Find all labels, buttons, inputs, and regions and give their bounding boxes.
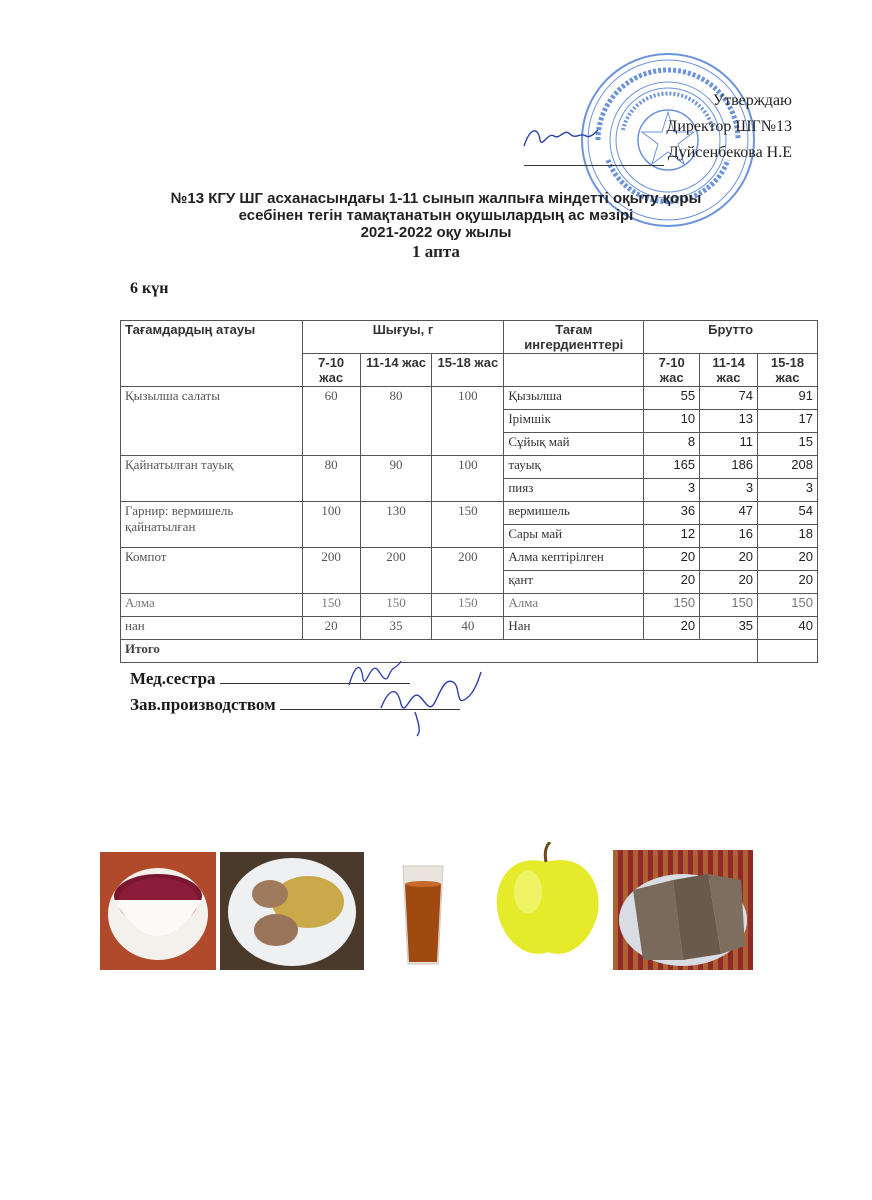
table-row	[121, 617, 818, 640]
brutto-value: 20	[644, 617, 700, 640]
dish-output-value: 150	[360, 594, 432, 617]
header-output: Шығуы, г	[302, 321, 504, 354]
brutto-value: 36	[644, 502, 700, 525]
brutto-value: 20	[758, 571, 818, 594]
dish-output-value: 200	[432, 548, 504, 594]
dish-output-value: 150	[432, 594, 504, 617]
director-signature-line	[524, 147, 664, 166]
brutto-value: 10	[644, 410, 700, 433]
dish-name: Алма	[121, 594, 303, 617]
brutto-value: 20	[644, 571, 700, 594]
brutto-value: 8	[644, 433, 700, 456]
dish-output-value: 150	[432, 502, 504, 548]
dish-output-value: 90	[360, 456, 432, 502]
approval-line-1: Утверждаю	[712, 92, 792, 109]
dish-name: Қайнатылған тауық	[121, 456, 303, 502]
brutto-value: 11	[700, 433, 758, 456]
dish-output-value: 40	[432, 617, 504, 640]
dish-output-value: 80	[302, 456, 360, 502]
brutto-value: 91	[758, 387, 818, 410]
brutto-value: 3	[758, 479, 818, 502]
dish-output-value: 60	[302, 387, 360, 456]
brutto-value: 40	[758, 617, 818, 640]
dish-output-value: 80	[360, 387, 432, 456]
brutto-value: 74	[700, 387, 758, 410]
table-row	[121, 387, 818, 410]
ingredient-name: вермишель	[504, 502, 644, 525]
header-dish: Тағамдардың атауы	[121, 321, 303, 387]
approval-block	[524, 88, 792, 166]
dish-output-value: 35	[360, 617, 432, 640]
title-line-2: есебінен тегін тамақтанатын оқушылардың ас мәзірі	[238, 207, 634, 224]
ingredient-name: қант	[504, 571, 644, 594]
title-line-1: №13 КГУ ШГ асханасындағы 1-11 сынып жалпыға міндетті оқыту қоры	[170, 190, 702, 207]
brutto-value: 3	[700, 479, 758, 502]
brutto-value: 47	[700, 502, 758, 525]
total-row	[121, 640, 818, 663]
dish-output-value: 200	[302, 548, 360, 594]
ingredient-name: Сұйық май	[504, 433, 644, 456]
production-signature	[375, 668, 485, 738]
brutto-value: 17	[758, 410, 818, 433]
brutto-value: 3	[644, 479, 700, 502]
brutto-value: 150	[700, 594, 758, 617]
dish-name: нан	[121, 617, 303, 640]
apple-photo	[488, 842, 606, 962]
header-brutto-age-1: 7-10 жас	[644, 354, 700, 387]
food-photos	[0, 842, 872, 972]
header-ingredients: Тағам ингердиенттері	[504, 321, 644, 354]
document-title	[0, 190, 872, 260]
header-brutto-age-3: 15-18 жас	[758, 354, 818, 387]
production-label: Зав.производством	[130, 695, 276, 714]
header-ingredients-empty	[504, 354, 644, 387]
table-row	[121, 456, 818, 479]
compote-glass-photo	[398, 860, 448, 970]
ingredient-name: пияз	[504, 479, 644, 502]
brutto-value: 13	[700, 410, 758, 433]
brutto-value: 12	[644, 525, 700, 548]
brutto-value: 208	[758, 456, 818, 479]
dish-name: Қызылша салаты	[121, 387, 303, 456]
menu-table	[120, 320, 818, 663]
table-row	[121, 594, 818, 617]
brutto-value: 150	[644, 594, 700, 617]
beet-salad-photo	[100, 852, 216, 970]
header-output-age-2: 11-14 жас	[360, 354, 432, 387]
ingredient-name: тауық	[504, 456, 644, 479]
dish-output-value: 20	[302, 617, 360, 640]
header-brutto: Брутто	[644, 321, 818, 354]
brutto-value: 15	[758, 433, 818, 456]
dish-output-value: 100	[302, 502, 360, 548]
brutto-value: 18	[758, 525, 818, 548]
dish-output-value: 100	[432, 456, 504, 502]
nurse-label: Мед.сестра	[130, 669, 216, 688]
brutto-value: 150	[758, 594, 818, 617]
dish-name: Гарнир: вермишель қайнатылған	[121, 502, 303, 548]
header-output-age-3: 15-18 жас	[432, 354, 504, 387]
dish-output-value: 150	[302, 594, 360, 617]
bread-photo	[613, 850, 753, 970]
ingredient-name: Сары май	[504, 525, 644, 548]
chicken-pasta-photo	[220, 852, 364, 970]
header-output-age-1: 7-10 жас	[302, 354, 360, 387]
ingredient-name: Қызылша	[504, 387, 644, 410]
brutto-value: 16	[700, 525, 758, 548]
brutto-value: 54	[758, 502, 818, 525]
dish-name: Компот	[121, 548, 303, 594]
brutto-value: 20	[644, 548, 700, 571]
dish-output-value: 130	[360, 502, 432, 548]
title-week: 1 апта	[412, 242, 460, 261]
table-row	[121, 548, 818, 571]
brutto-value: 186	[700, 456, 758, 479]
brutto-value: 20	[700, 571, 758, 594]
brutto-value: 20	[700, 548, 758, 571]
approval-line-3: Дуйсенбекова Н.Е	[667, 144, 792, 161]
ingredient-name: Алма кептірілген	[504, 548, 644, 571]
brutto-value: 35	[700, 617, 758, 640]
ingredient-name: Ірімшік	[504, 410, 644, 433]
title-line-3: 2021-2022 оқу жылы	[360, 224, 512, 241]
dish-output-value: 100	[432, 387, 504, 456]
table-row	[121, 502, 818, 525]
total-value-empty	[758, 640, 818, 663]
brutto-value: 20	[758, 548, 818, 571]
ingredient-name: Нан	[504, 617, 644, 640]
brutto-value: 165	[644, 456, 700, 479]
dish-output-value: 200	[360, 548, 432, 594]
menu-table-body	[121, 387, 818, 663]
day-label: 6 күн	[130, 280, 169, 297]
header-brutto-age-2: 11-14 жас	[700, 354, 758, 387]
brutto-value: 55	[644, 387, 700, 410]
total-label: Итого	[121, 640, 758, 663]
ingredient-name: Алма	[504, 594, 644, 617]
approval-line-2: Директор ШГ№13	[666, 118, 792, 135]
